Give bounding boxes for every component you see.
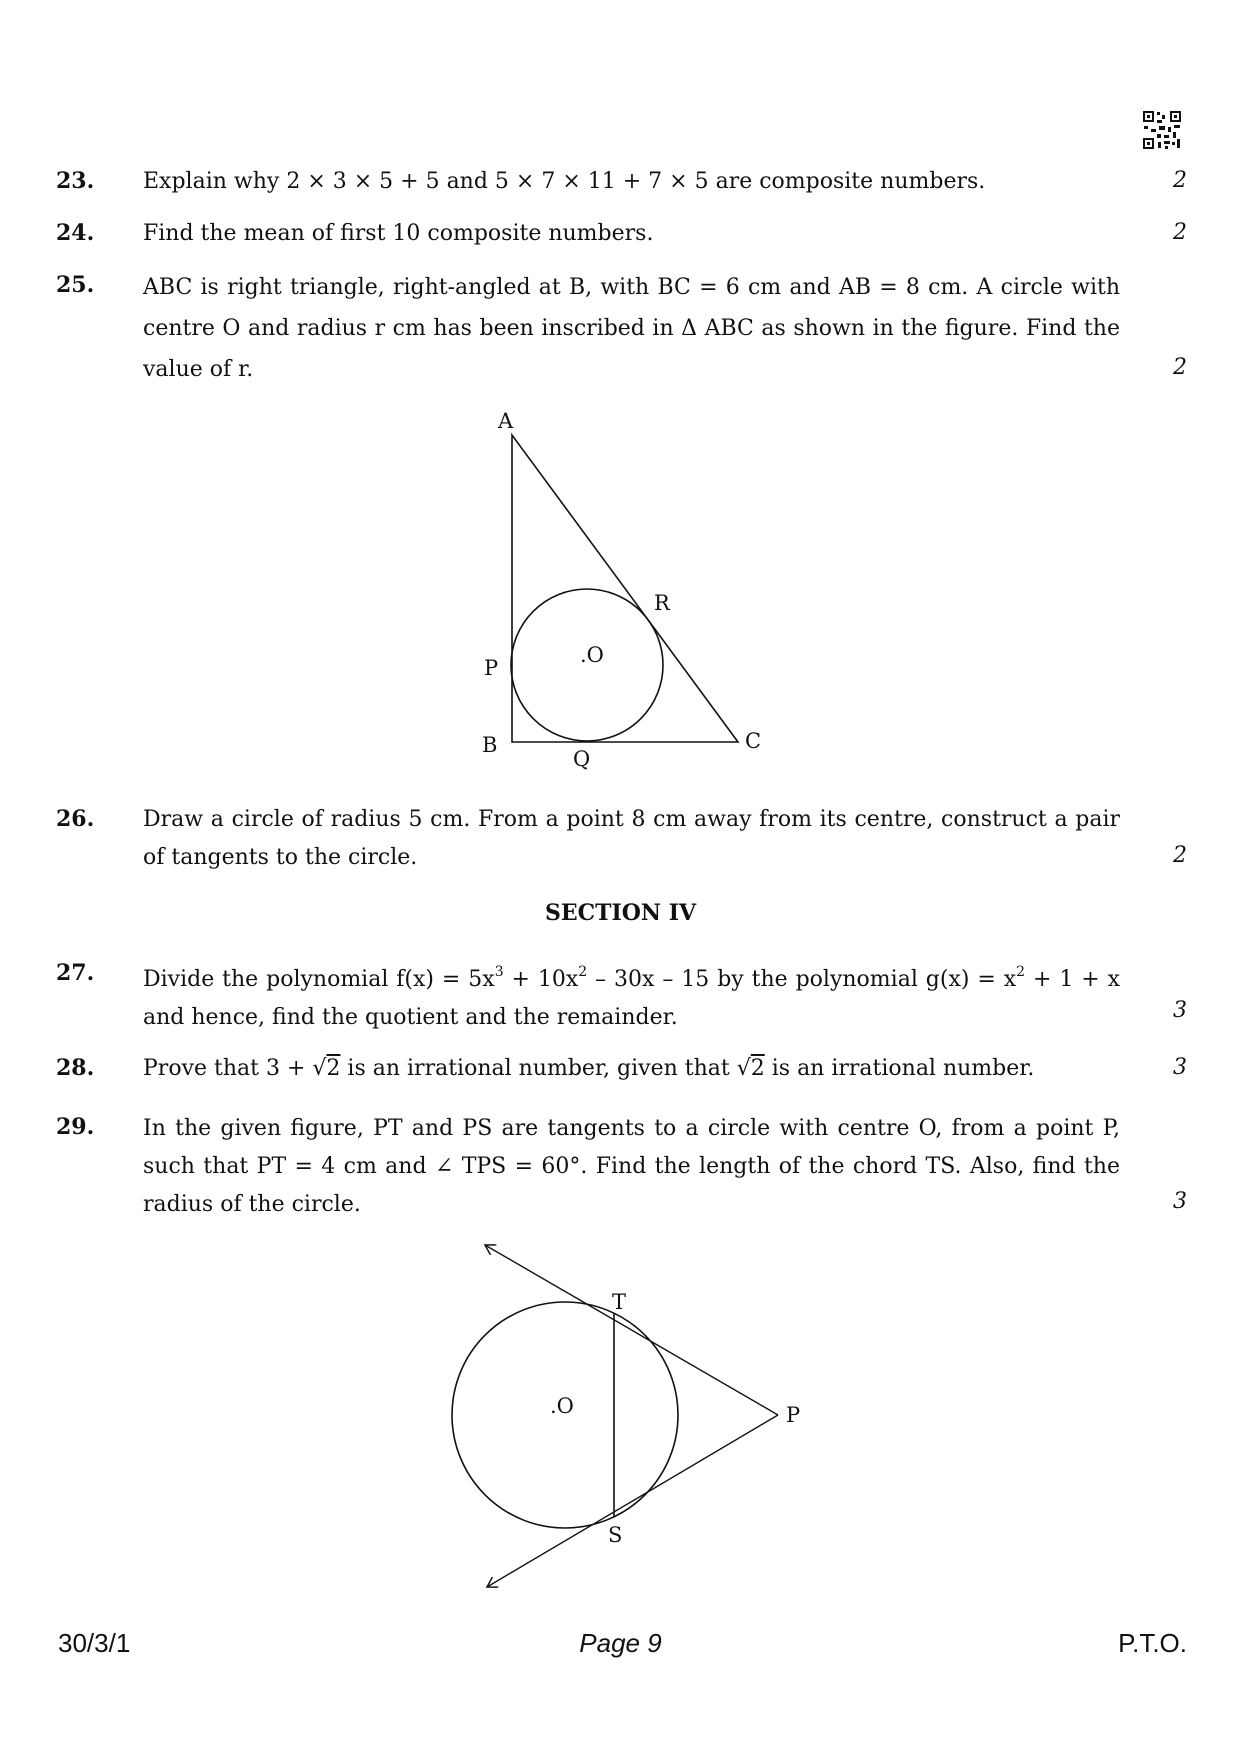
question-marks: 2 <box>1173 220 1187 245</box>
question-marks: 2 <box>1173 843 1187 868</box>
triangle-incircle-figure <box>460 400 780 780</box>
label-o: .O <box>580 643 604 667</box>
question-number: 28. <box>56 1055 95 1081</box>
question-marks: 3 <box>1173 998 1187 1023</box>
paper-code: 30/3/1 <box>58 1628 131 1658</box>
question-text: Divide the polynomial $f(x) = 5x^3 + 10x^2 - 30x - 15$ by the polynomial $g(x) = x^2 + 1 + x$ and hence, find the quotient and the remainder. <box>143 964 1120 1030</box>
question-number: 24. <box>56 220 95 246</box>
tangent-ps <box>487 1415 778 1587</box>
label-a: A <box>498 409 514 433</box>
question-text: Prove that 3 + √2 is an irrational number, given that √2 is an irrational number. <box>143 1056 1035 1081</box>
question-number: 29. <box>56 1114 95 1140</box>
question-text: Explain why 2 × 3 × 5 + 5 and 5 × 7 × 11 + 7 × 5 are composite numbers. <box>143 169 986 194</box>
section-heading: SECTION IV <box>544 900 697 926</box>
question-marks: 2 <box>1173 355 1187 380</box>
question-text: Find the mean of first 10 composite numbers. <box>143 221 654 246</box>
label-o: .O <box>550 1394 574 1418</box>
question-number: 25. <box>56 272 95 298</box>
question-marks: 3 <box>1173 1189 1187 1214</box>
triangle-abc <box>512 435 738 742</box>
question-marks: 2 <box>1173 168 1187 193</box>
qr-code <box>1142 110 1182 150</box>
label-c: C <box>745 729 762 753</box>
question-text: ABC is right triangle, right-angled at B, with BC = 6 cm and AB = 8 cm. A circle with centre O and radius r cm has been inscribed in Δ ABC as shown in the figure. Find the value of r. <box>143 275 1120 382</box>
label-p: P <box>786 1403 801 1427</box>
label-p: P <box>484 656 499 680</box>
label-b: B <box>482 733 498 757</box>
tangent-pt <box>485 1245 778 1415</box>
question-number: 26. <box>56 806 95 832</box>
page-number: Page 9 <box>579 1628 662 1658</box>
question-marks: 3 <box>1173 1055 1187 1080</box>
question-text: In the given figure, PT and PS are tangents to a circle with centre O, from a point P, such that PT = 4 cm and ∠ TPS = 60°. Find the length of the chord TS. Also, find the radius of the circle. <box>143 1116 1120 1217</box>
label-t: T <box>612 1290 627 1314</box>
tangents-figure <box>430 1225 830 1605</box>
label-s: S <box>608 1523 623 1547</box>
question-number: 23. <box>56 168 95 194</box>
label-q: Q <box>573 747 591 771</box>
question-number: 27. <box>56 960 95 986</box>
question-text: Draw a circle of radius 5 cm. From a point 8 cm away from its centre, construct a pair of tangents to the circle. <box>143 807 1120 870</box>
pto-label: P.T.O. <box>1118 1628 1187 1658</box>
label-r: R <box>654 591 670 615</box>
